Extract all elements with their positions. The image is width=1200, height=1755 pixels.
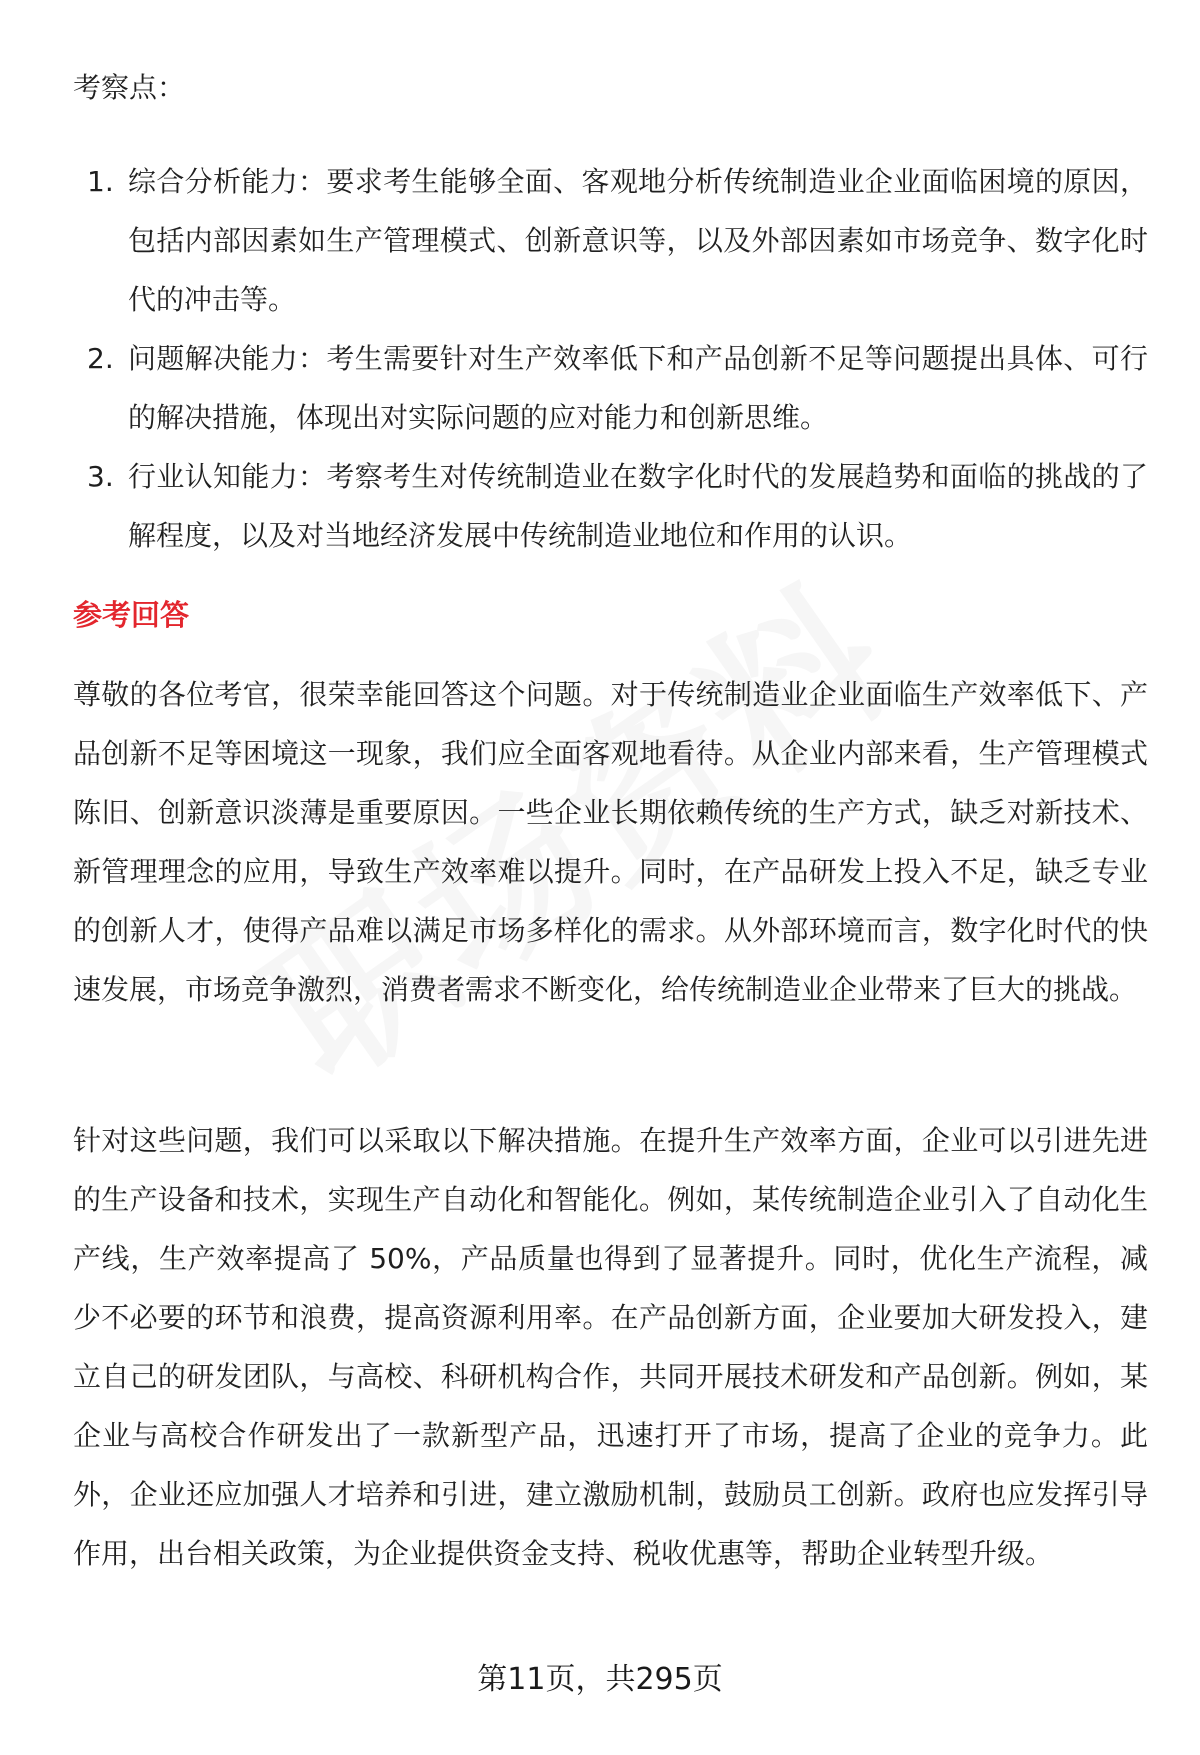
list-item-text: 综合分析能力：要求考生能够全面、客观地分析传统制造业企业面临困境的原因，包括内部因素如生产管理模式、创新意识等，以及外部因素如市场竞争、数字化时代的冲击等。 [128,165,1148,316]
exam-points-list [73,152,1148,565]
list-item-number: 1. [87,165,114,198]
reference-answer-heading: 参考回答 [73,598,190,632]
list-item [73,447,1148,565]
page-indicator: 第11页，共295页 [477,1662,723,1697]
list-item-text: 问题解决能力：考生需要针对生产效率低下和产品创新不足等问题提出具体、可行的解决措施，体现出对实际问题的应对能力和创新思维。 [128,342,1148,434]
list-item-number: 2. [87,342,114,375]
exam-points-label: 考察点： [73,71,186,104]
list-item-number: 3. [87,460,114,493]
list-item-text: 行业认知能力：考察考生对传统制造业在数字化时代的发展趋势和面临的挑战的了解程度，以及对当地经济发展中传统制造业地位和作用的认识。 [128,460,1148,552]
list-item [73,152,1148,329]
answer-paragraph: 尊敬的各位考官，很荣幸能回答这个问题。对于传统制造业企业面临生产效率低下、产品创新不足等困境这一现象，我们应全面客观地看待。从企业内部来看，生产管理模式陈旧、创新意识淡薄是重要原因。一些企业长期依赖传统的生产方式，缺乏对新技术、新管理理念的应用，导致生产效率难以提升。同时，在产品研发上投入不足，缺乏专业的创新人才，使得产品难以满足市场多样化的需求。从外部环境而言，数字化时代的快速发展，市场竞争激烈，消费者需求不断变化，给传统制造业企业带来了巨大的挑战。 [73,678,1148,1006]
answer-paragraph: 针对这些问题，我们可以采取以下解决措施。在提升生产效率方面，企业可以引进先进的生产设备和技术，实现生产自动化和智能化。例如，某传统制造企业引入了自动化生产线，生产效率提高了 50%，产品质量也得到了显著提升。同时，优化生产流程，减少不必要的环节和浪费，提高资源利用率。在产品创新方面，企业要加大研发投入，建立自己的研发团队，与高校、科研机构合作，共同开展技术研发和产品创新。例如，某企业与高校合作研发出了一款新型产品，迅速打开了市场，提高了企业的竞争力。此外，企业还应加强人才培养和引进，建立激励机制，鼓励员工创新。政府也应发挥引导作用，出台相关政策，为企业提供资金支持、税收优惠等，帮助企业转型升级。 [73,1124,1148,1570]
list-item [73,329,1148,447]
